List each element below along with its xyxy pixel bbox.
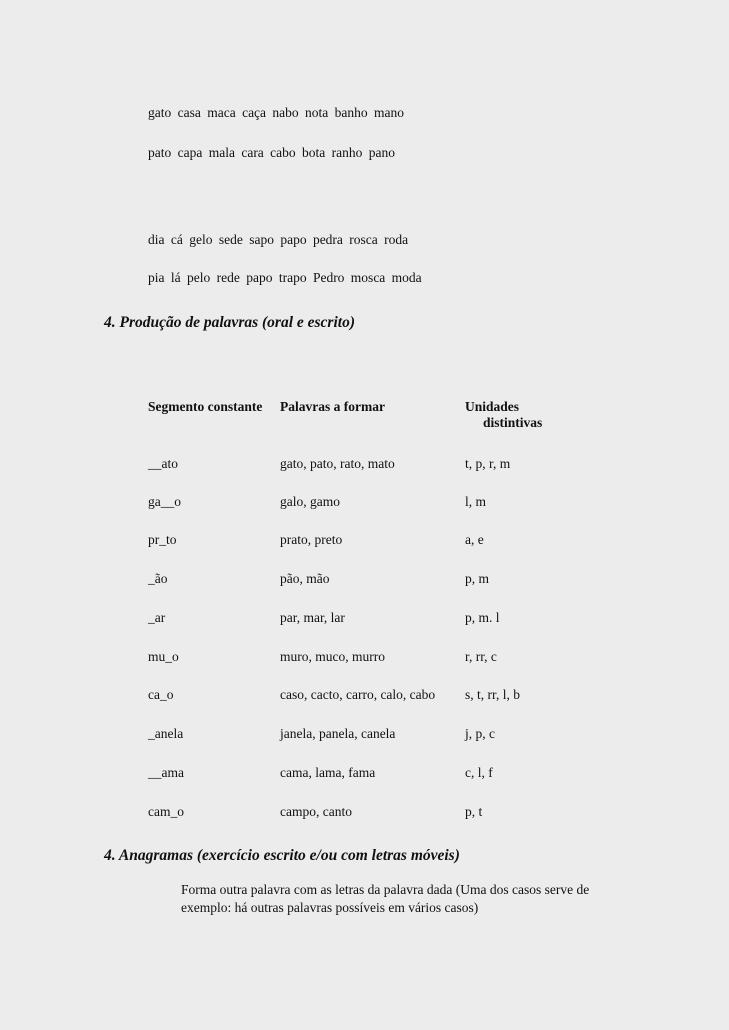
units-cell: r, rr, c — [465, 649, 497, 664]
table-header-words: Palavras a formar — [280, 399, 385, 414]
units-cell: p, m — [465, 571, 490, 586]
word-row-2: pato capa mala cara cabo bota ranho pano — [148, 145, 396, 160]
segment-cell: _anela — [148, 726, 184, 741]
segment-cell: __ama — [148, 765, 184, 780]
units-cell: s, t, rr, l, b — [465, 687, 520, 702]
segment-cell: _ão — [148, 571, 168, 586]
section-heading-producao: 4. Produção de palavras (oral e escrito) — [104, 314, 355, 331]
segment-cell: __ato — [148, 456, 178, 471]
word-row-3: dia cá gelo sede sapo papo pedra rosca roda — [148, 232, 409, 247]
words-cell: muro, muco, murro — [280, 649, 385, 664]
segment-cell: ga__o — [148, 494, 181, 509]
units-cell: l, m — [465, 494, 487, 509]
word-row-4: pia lá pelo rede papo trapo Pedro mosca moda — [148, 270, 422, 285]
table-header-segment: Segmento constante — [148, 399, 263, 414]
units-cell: p, m. l — [465, 610, 500, 625]
table-header-units — [465, 399, 542, 431]
words-cell: caso, cacto, carro, calo, cabo — [280, 687, 436, 702]
instruction-paragraph: Forma outra palavra com as letras da palavra dada (Uma dos casos serve de exemplo: há outras palavras possíveis em vários casos) — [181, 882, 590, 915]
words-cell: pão, mão — [280, 571, 330, 586]
units-cell: a, e — [465, 532, 484, 547]
segment-cell: mu_o — [148, 649, 179, 664]
words-cell: janela, panela, canela — [280, 726, 396, 741]
words-cell: gato, pato, rato, mato — [280, 456, 395, 471]
units-cell: j, p, c — [465, 726, 495, 741]
segment-cell: pr_to — [148, 532, 177, 547]
segment-cell: ca_o — [148, 687, 174, 702]
word-row-1: gato casa maca caça nabo nota banho mano — [148, 105, 405, 120]
table-header-units-line2: distintivas — [483, 415, 543, 430]
units-cell: c, l, f — [465, 765, 493, 780]
units-cell: p, t — [465, 804, 483, 819]
words-cell: galo, gamo — [280, 494, 340, 509]
units-cell: t, p, r, m — [465, 456, 511, 471]
words-cell: par, mar, lar — [280, 610, 345, 625]
section-heading-anagramas: 4. Anagramas (exercício escrito e/ou com letras móveis) — [104, 847, 460, 864]
words-cell: campo, canto — [280, 804, 352, 819]
words-cell: cama, lama, fama — [280, 765, 376, 780]
segment-cell: _ar — [148, 610, 166, 625]
words-cell: prato, preto — [280, 532, 343, 547]
table-header-units-line1: Unidades — [465, 399, 520, 414]
segment-cell: cam_o — [148, 804, 184, 819]
